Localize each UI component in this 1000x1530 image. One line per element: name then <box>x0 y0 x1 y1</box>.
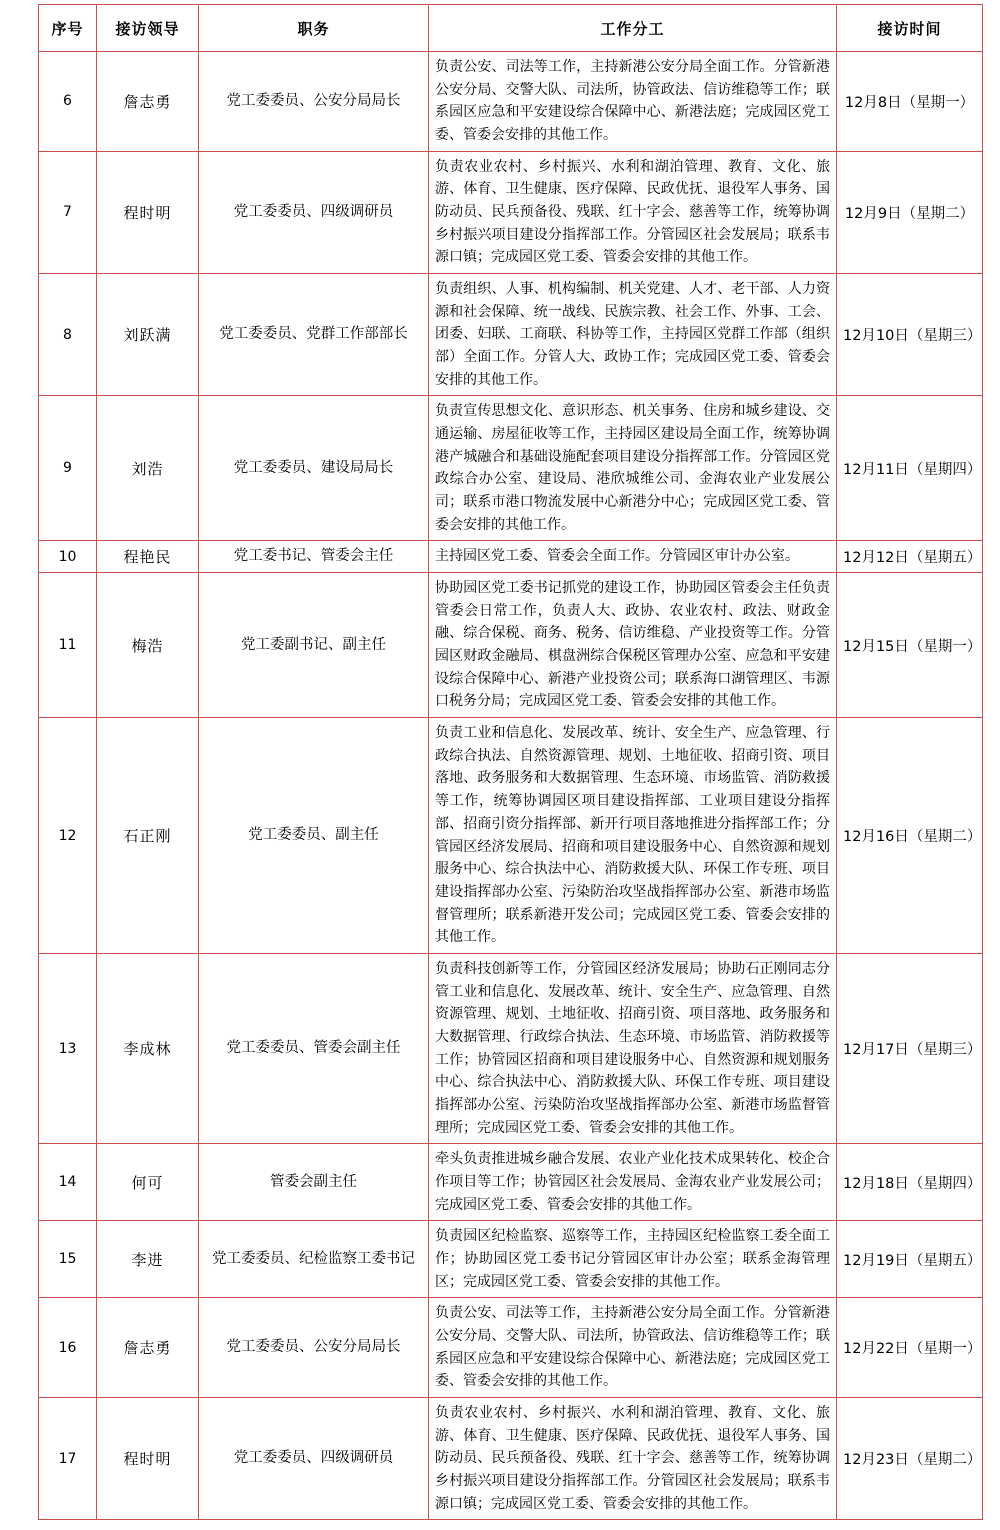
cell-leader: 梅浩 <box>97 573 199 718</box>
cell-seq: 16 <box>39 1298 97 1398</box>
cell-duty: 负责公安、司法等工作，主持新港公安分局全面工作。分管新港公安分局、交警大队、司法所，协管政法、信访维稳等工作；联系园区应急和平安建设综合保障中心、新港法庭；完成园区党工委、管委会安排的其他工作。 <box>429 1298 837 1398</box>
cell-seq: 11 <box>39 573 97 718</box>
cell-time: 12月17日（星期三） <box>837 953 983 1143</box>
cell-post: 党工委委员、四级调研员 <box>199 151 429 273</box>
cell-duty: 负责宣传思想文化、意识形态、机关事务、住房和城乡建设、交通运输、房屋征收等工作，主持园区建设局全面工作，统筹协调港产城融合和基础设施配套项目建设分指挥部工作。分管园区党政综合办公室、建设局、港欣城维公司、金海农业产业发展公司；联系市港口物流发展中心新港分中心；完成园区党工委、管委会安排的其他工作。 <box>429 396 837 541</box>
cell-seq: 12 <box>39 718 97 954</box>
table-row <box>39 274 983 396</box>
cell-duty: 负责科技创新等工作，分管园区经济发展局；协助石正刚同志分管工业和信息化、发展改革、统计、安全生产、应急管理、自然资源管理、规划、土地征收、招商引资、项目落地、政务服务和大数据管理、行政综合执法、生态环境、市场监管、消防救援等工作；协管园区招商和项目建设服务中心、自然资源和规划服务中心、综合执法中心、消防救援大队、环保工作专班、项目建设指挥部办公室、污染防治攻坚战指挥部办公室、新港市场监督管理所；完成园区党工委、管委会安排的其他工作。 <box>429 953 837 1143</box>
cell-duty: 负责农业农村、乡村振兴、水利和湖泊管理、教育、文化、旅游、体育、卫生健康、医疗保障、民政优抚、退役军人事务、国防动员、民兵预备役、残联、红十字会、慈善等工作，统筹协调乡村振兴项目建设分指挥部工作。分管园区社会发展局；联系韦源口镇；完成园区党工委、管委会安排的其他工作。 <box>429 151 837 273</box>
cell-duty: 负责农业农村、乡村振兴、水利和湖泊管理、教育、文化、旅游、体育、卫生健康、医疗保障、民政优抚、退役军人事务、国防动员、民兵预备役、残联、红十字会、慈善等工作，统筹协调乡村振兴项目建设分指挥部工作。分管园区社会发展局；联系韦源口镇；完成园区党工委、管委会安排的其他工作。 <box>429 1397 837 1519</box>
cell-time: 12月23日（星期二） <box>837 1397 983 1519</box>
cell-leader: 程时明 <box>97 151 199 273</box>
cell-leader: 刘跃满 <box>97 274 199 396</box>
cell-seq: 9 <box>39 396 97 541</box>
cell-post: 党工委委员、四级调研员 <box>199 1397 429 1519</box>
cell-seq: 15 <box>39 1221 97 1298</box>
cell-post: 党工委委员、党群工作部部长 <box>199 274 429 396</box>
cell-seq: 17 <box>39 1397 97 1519</box>
cell-duty: 主持园区党工委、管委会全面工作。分管园区审计办公室。 <box>429 541 837 573</box>
cell-post: 党工委委员、纪检监察工委书记 <box>199 1221 429 1298</box>
cell-post: 党工委副书记、副主任 <box>199 573 429 718</box>
cell-time: 12月18日（星期四） <box>837 1144 983 1221</box>
cell-post: 党工委书记、管委会主任 <box>199 541 429 573</box>
cell-post: 管委会副主任 <box>199 1144 429 1221</box>
cell-duty: 牵头负责推进城乡融合发展、农业产业化技术成果转化、校企合作项目等工作；协管园区社会发展局、金海农业产业发展公司；完成园区党工委、管委会安排的其他工作。 <box>429 1144 837 1221</box>
cell-leader: 何可 <box>97 1144 199 1221</box>
cell-duty: 负责组织、人事、机构编制、机关党建、人才、老干部、人力资源和社会保障、统一战线、民族宗教、社会工作、外事、工会、团委、妇联、工商联、科协等工作，主持园区党群工作部（组织部）全面工作。分管人大、政协工作；完成园区党工委、管委会安排的其他工作。 <box>429 274 837 396</box>
cell-time: 12月12日（星期五） <box>837 541 983 573</box>
cell-seq: 8 <box>39 274 97 396</box>
cell-post: 党工委委员、副主任 <box>199 718 429 954</box>
table-row <box>39 1397 983 1519</box>
cell-seq: 7 <box>39 151 97 273</box>
cell-time: 12月19日（星期五） <box>837 1221 983 1298</box>
cell-time: 12月15日（星期一） <box>837 573 983 718</box>
cell-leader: 石正刚 <box>97 718 199 954</box>
cell-leader: 程艳民 <box>97 541 199 573</box>
cell-leader: 李进 <box>97 1221 199 1298</box>
table-row <box>39 1144 983 1221</box>
table-row <box>39 52 983 152</box>
cell-seq: 10 <box>39 541 97 573</box>
cell-seq: 6 <box>39 52 97 152</box>
cell-leader: 程时明 <box>97 1397 199 1519</box>
cell-post: 党工委委员、公安分局局长 <box>199 52 429 152</box>
cell-seq: 14 <box>39 1144 97 1221</box>
cell-time: 12月8日（星期一） <box>837 52 983 152</box>
cell-duty: 负责公安、司法等工作，主持新港公安分局全面工作。分管新港公安分局、交警大队、司法所，协管政法、信访维稳等工作；联系园区应急和平安建设综合保障中心、新港法庭；完成园区党工委、管委会安排的其他工作。 <box>429 52 837 152</box>
cell-leader: 詹志勇 <box>97 52 199 152</box>
table-row <box>39 396 983 541</box>
column-header-time: 接访时间 <box>837 5 983 52</box>
cell-time: 12月10日（星期三） <box>837 274 983 396</box>
cell-duty: 负责园区纪检监察、巡察等工作，主持园区纪检监察工委全面工作；协助园区党工委书记分管园区审计办公室；联系金海管理区；完成园区党工委、管委会安排的其他工作。 <box>429 1221 837 1298</box>
column-header-leader: 接访领导 <box>97 5 199 52</box>
cell-time: 12月11日（星期四） <box>837 396 983 541</box>
cell-leader: 刘浩 <box>97 396 199 541</box>
cell-time: 12月22日（星期一） <box>837 1298 983 1398</box>
cell-post: 党工委委员、公安分局局长 <box>199 1298 429 1398</box>
table-row <box>39 718 983 954</box>
table-row <box>39 1221 983 1298</box>
cell-duty: 负责工业和信息化、发展改革、统计、安全生产、应急管理、行政综合执法、自然资源管理、规划、土地征收、招商引资、项目落地、政务服务和大数据管理、生态环境、市场监管、消防救援等工作，统筹协调园区项目建设指挥部、工业项目建设分指挥部、招商引资分指挥部、新开行项目落地推进分指挥部工作；分管园区经济发展局、招商和项目建设服务中心、自然资源和规划服务中心、综合执法中心、消防救援大队、环保工作专班、项目建设指挥部办公室、污染防治攻坚战指挥部办公室、新港市场监督管理所；联系新港开发公司；完成园区党工委、管委会安排的其他工作。 <box>429 718 837 954</box>
table-row <box>39 953 983 1143</box>
table-header-row <box>39 5 983 52</box>
table-row <box>39 541 983 573</box>
column-header-duty: 工作分工 <box>429 5 837 52</box>
cell-duty: 协助园区党工委书记抓党的建设工作，协助园区管委会主任负责管委会日常工作，负责人大、政协、农业农村、政法、财政金融、综合保税、商务、税务、信访维稳、产业投资等工作。分管园区财政金融局、棋盘洲综合保税区管理办公室、应急和平安建设综合保障中心、新港产业投资公司；联系海口湖管理区、韦源口税务分局；完成园区党工委、管委会安排的其他工作。 <box>429 573 837 718</box>
cell-time: 12月9日（星期二） <box>837 151 983 273</box>
cell-seq: 13 <box>39 953 97 1143</box>
table-row <box>39 1298 983 1398</box>
reception-schedule-table <box>38 4 983 1520</box>
cell-leader: 李成林 <box>97 953 199 1143</box>
table-body <box>39 52 983 1520</box>
cell-time: 12月16日（星期二） <box>837 718 983 954</box>
cell-post: 党工委委员、建设局局长 <box>199 396 429 541</box>
cell-post: 党工委委员、管委会副主任 <box>199 953 429 1143</box>
column-header-post: 职务 <box>199 5 429 52</box>
table-row <box>39 573 983 718</box>
table-row <box>39 151 983 273</box>
column-header-seq: 序号 <box>39 5 97 52</box>
table-header <box>39 5 983 52</box>
cell-leader: 詹志勇 <box>97 1298 199 1398</box>
